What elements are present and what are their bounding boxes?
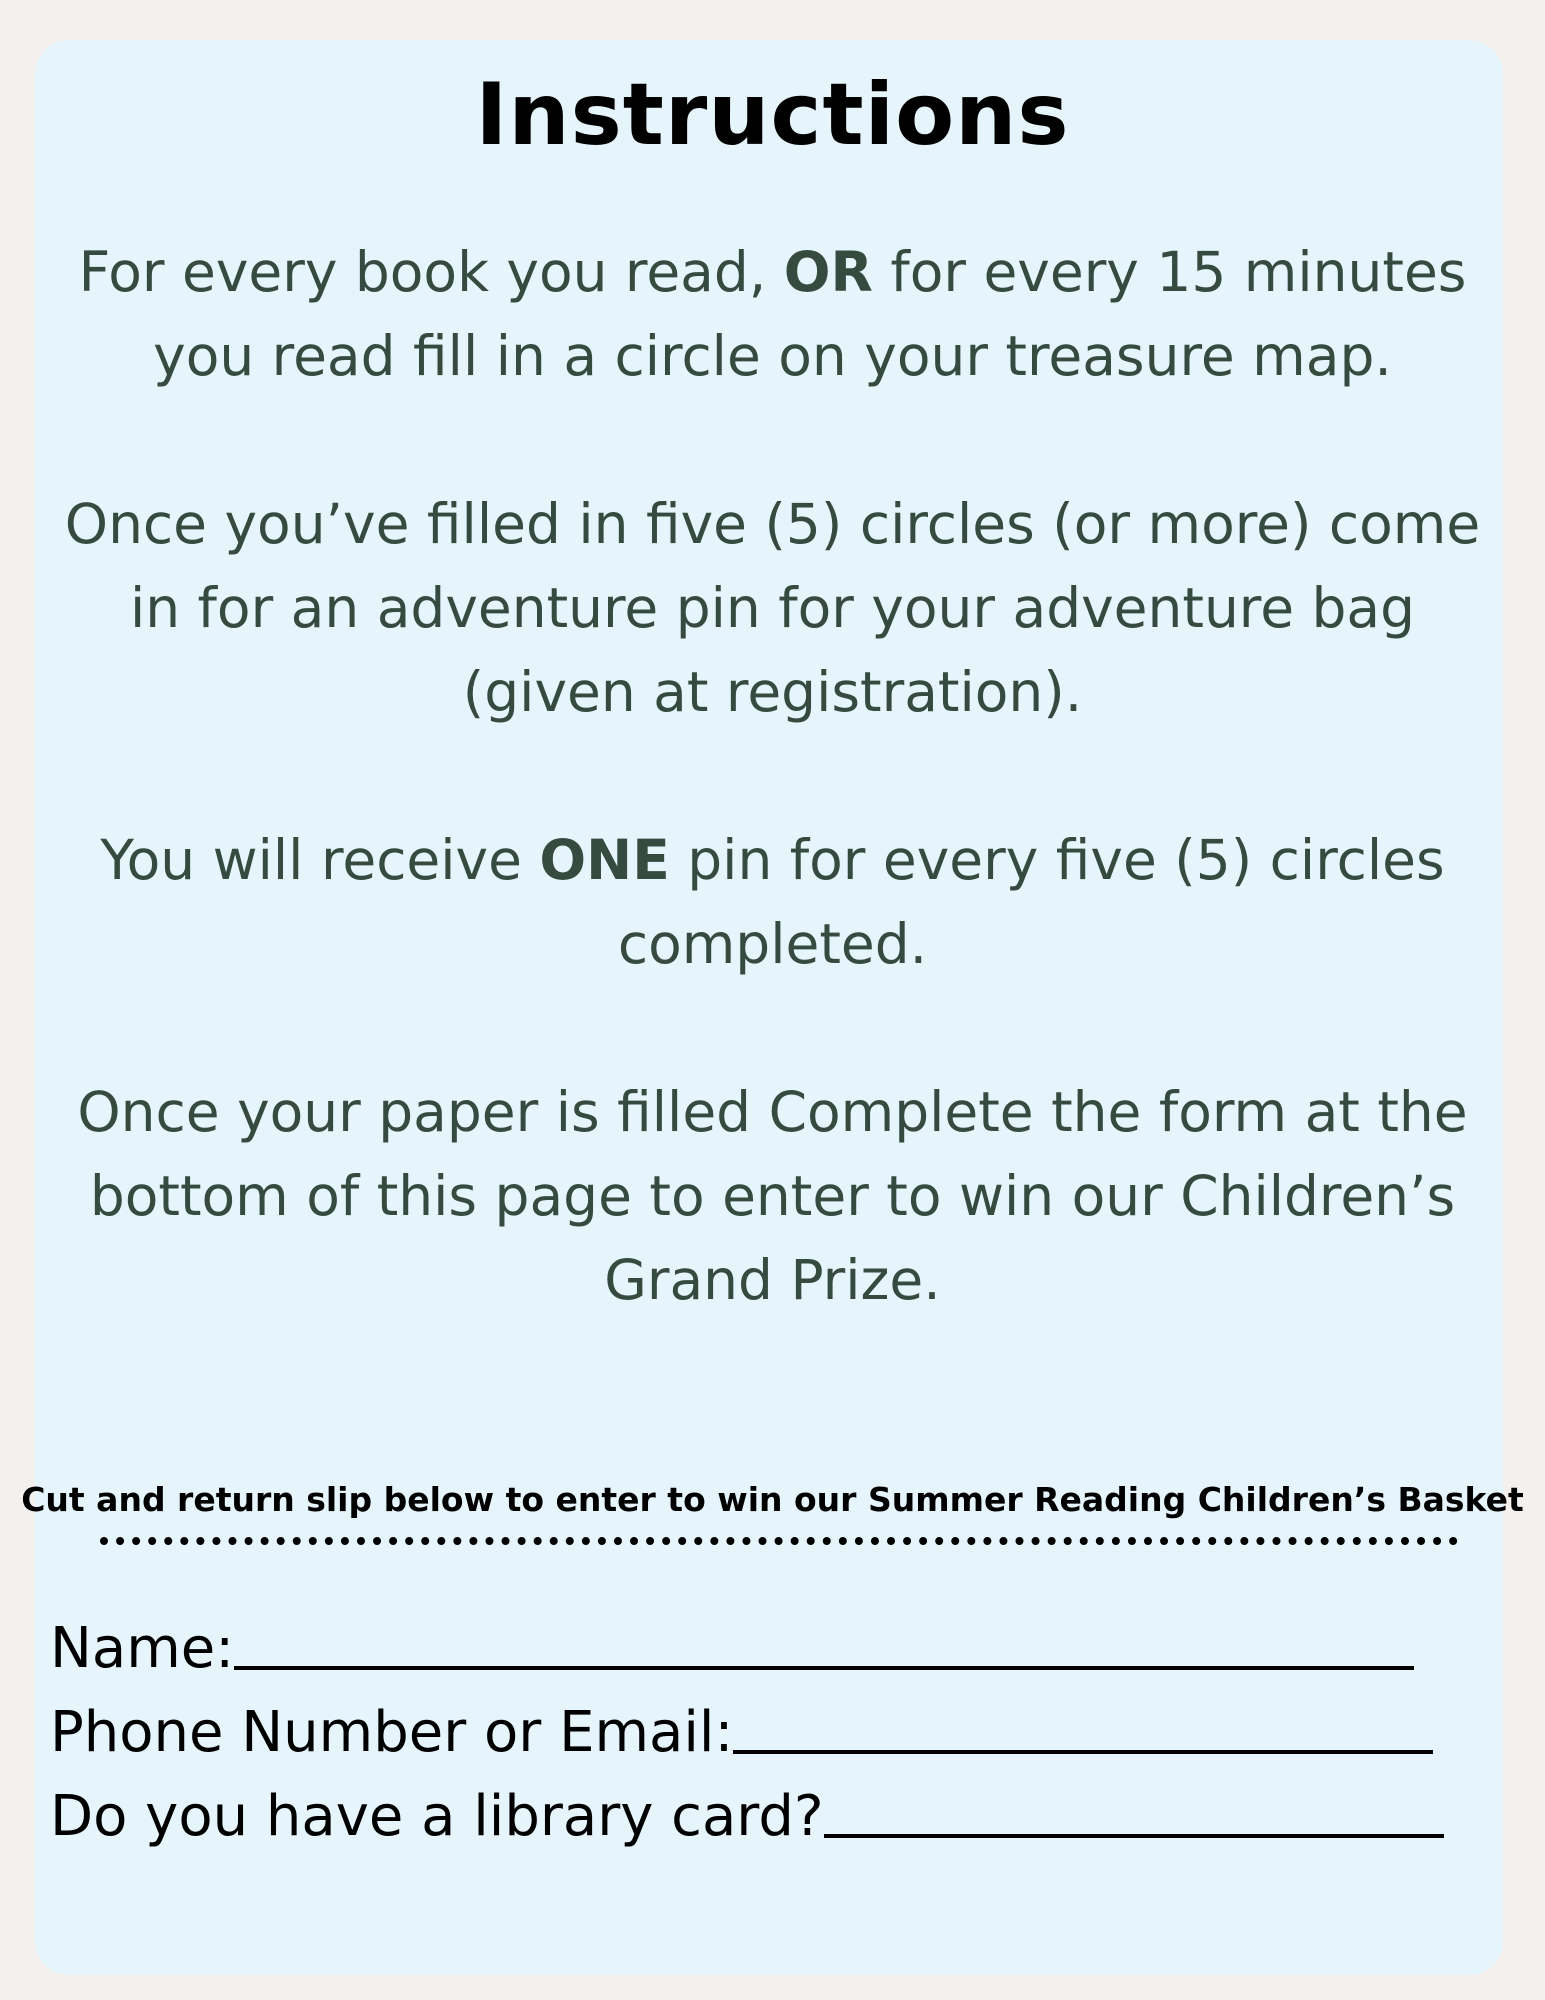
cut-line	[100, 1537, 1458, 1545]
emphasis-text: OR	[783, 240, 873, 304]
contact-blank-line[interactable]	[733, 1750, 1433, 1754]
emphasis-text: ONE	[539, 828, 670, 892]
instruction-paragraph-2	[60, 482, 1485, 734]
name-blank-line[interactable]	[234, 1666, 1414, 1670]
instruction-paragraph-1	[60, 230, 1485, 398]
instruction-paragraph-3	[60, 818, 1485, 986]
instruction-paragraph-4	[60, 1070, 1485, 1322]
contact-row	[50, 1684, 1490, 1768]
paragraph-text: You will receive	[100, 828, 540, 892]
name-label: Name:	[50, 1616, 235, 1681]
paragraph-text: Once you’ve filled in five (5) circles (or more) come in for an adventure pin for your adventure bag (given at registration).	[64, 492, 1481, 724]
library-card-blank-line[interactable]	[824, 1834, 1444, 1838]
entry-slip-form	[50, 1600, 1490, 1852]
instructions-body	[60, 230, 1485, 1406]
name-row	[50, 1600, 1490, 1684]
cut-instruction: Cut and return slip below to enter to win our Summer Reading Children’s Basket	[21, 1480, 1524, 1519]
page-title: Instructions	[475, 65, 1070, 165]
paragraph-text: For every book you read,	[78, 240, 784, 304]
library-card-label: Do you have a library card?	[50, 1784, 824, 1849]
library-card-row	[50, 1768, 1490, 1852]
paragraph-text: pin for every five (5) circles completed.	[617, 828, 1445, 976]
contact-label: Phone Number or Email:	[50, 1700, 734, 1765]
paragraph-text: Once your paper is filled Complete the form at the bottom of this page to enter to win our Children’s Grand Prize.	[77, 1080, 1468, 1312]
paragraph-text: for every 15 minutes you read fill in a circle on your treasure map.	[153, 240, 1467, 388]
